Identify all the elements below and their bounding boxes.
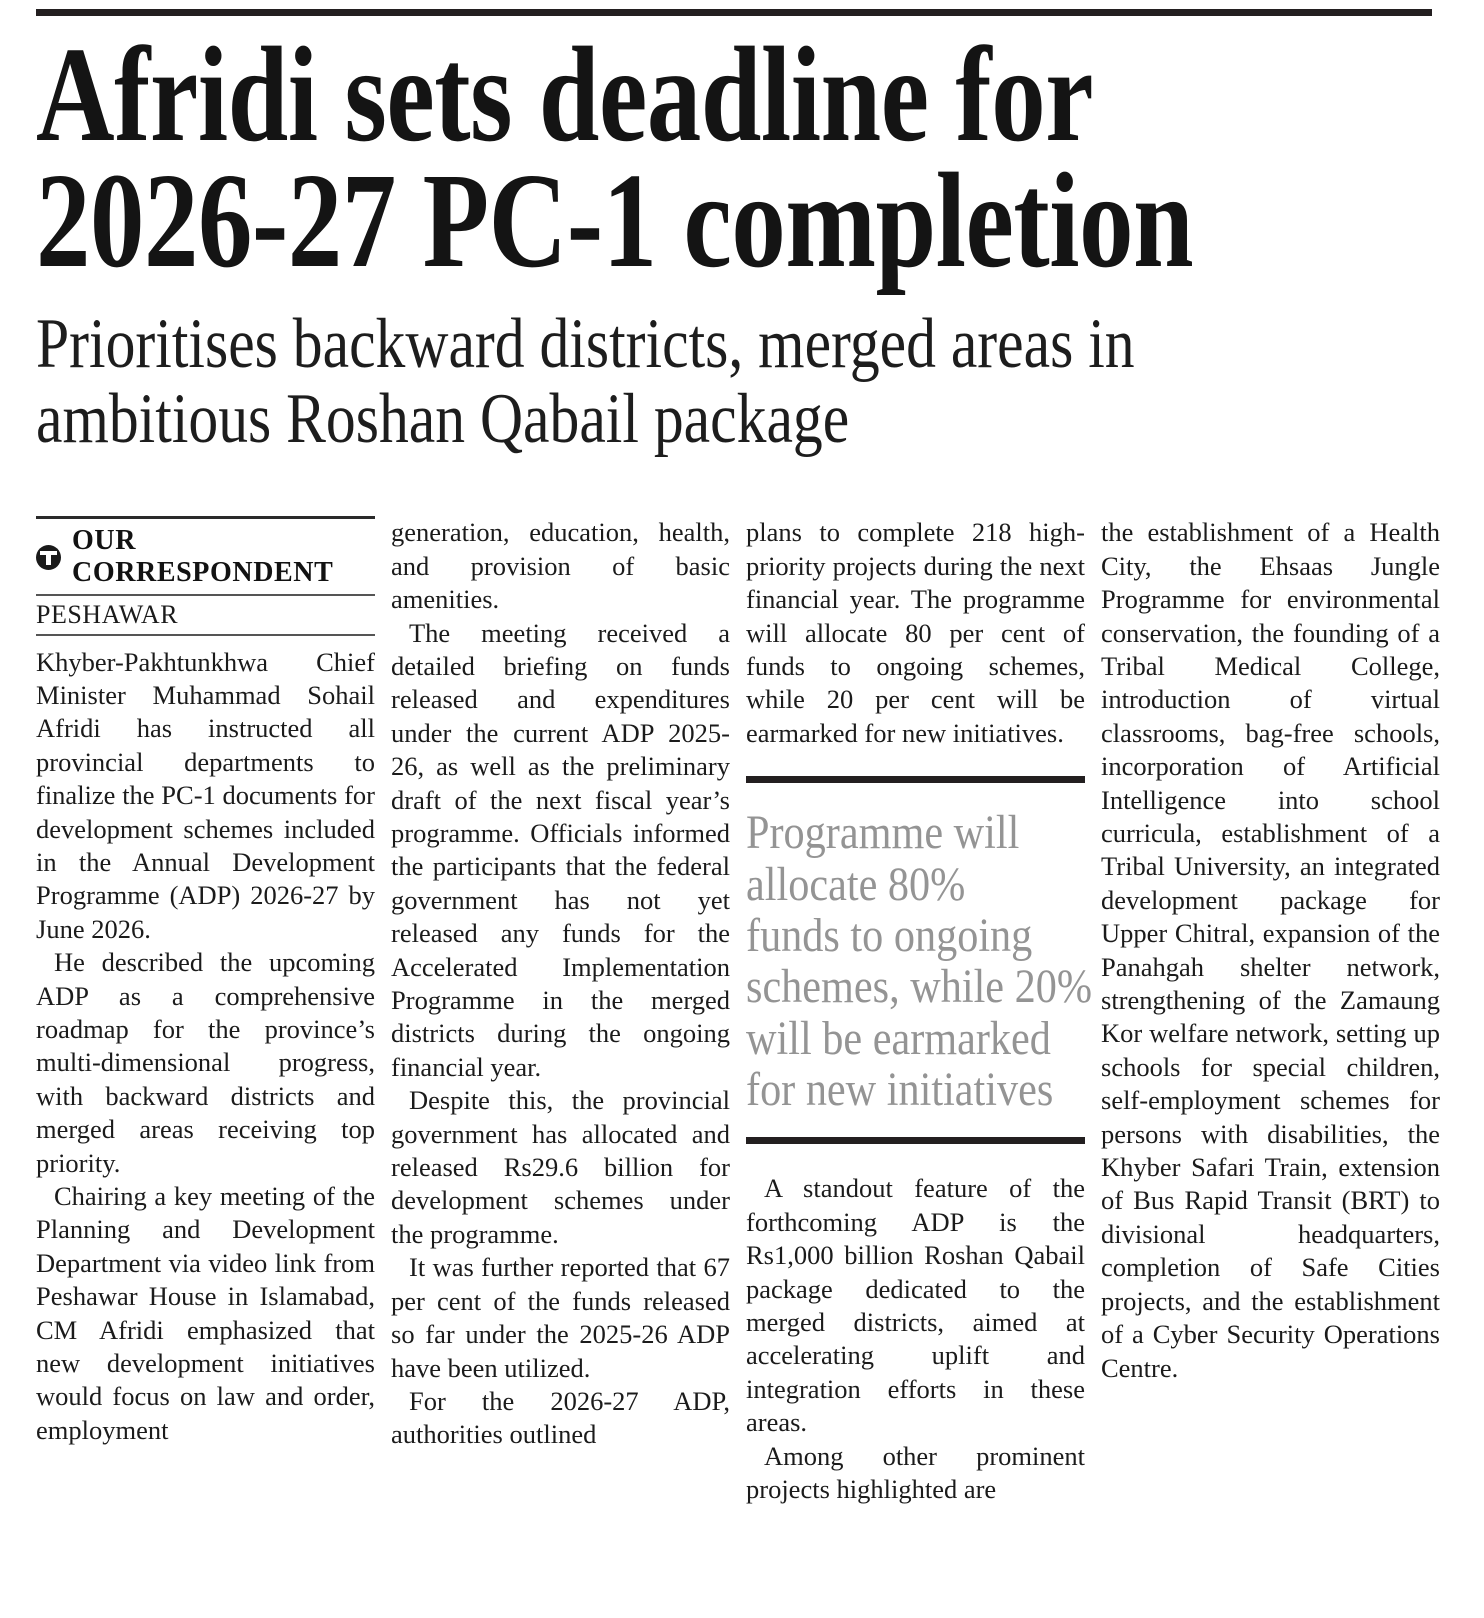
pull-quote-line: for new initiatives	[746, 1063, 1054, 1116]
subheadline	[36, 304, 1445, 459]
pull-quote-text	[746, 806, 1093, 1116]
pull-quote-line: allocate 80%	[746, 857, 966, 911]
top-divider-rule	[36, 9, 1432, 16]
paragraph: Khyber-Pakhtunkhwa Chief Minister Muhammad Sohail Afridi has instructed all provincial departments to finalize the PC-1 documents for development schemes included in the Annual Development Programme (ADP) 2026-27 by June 2026.	[36, 646, 375, 944]
byline-top-rule	[36, 516, 375, 519]
pull-quote-line: will be earmarked	[746, 1011, 1051, 1065]
headline-line-1: Afridi sets deadline for	[36, 20, 1094, 170]
paragraph: For the 2026-27 ADP, authorities outlined	[391, 1385, 730, 1450]
pull-quote	[746, 776, 1093, 1144]
pull-quote-line: Programme will	[746, 806, 1020, 860]
column-1	[36, 516, 375, 1506]
subheadline-line-2: ambitious Roshan Qabail package	[36, 380, 850, 459]
byline-mid-rule	[36, 594, 375, 596]
paragraph: Among other prominent projects highlighted are	[746, 1440, 1085, 1505]
newspaper-article-page	[0, 9, 1484, 1618]
circle-t-logo-icon	[36, 545, 61, 570]
paragraph: the establishment of a Health City, the Ehsaas Jungle Programme for environmental conservation, the founding of a Tribal Medical College, introduction of virtual classrooms, bag-free schools, incorporation of Artificial Intelligence into school curricula, establishment of a Tribal University, an integrated development package for Upper Chitral, expansion of the Panahgah shelter network, strengthening of the Zamaung Kor welfare network, setting up schools for special children, self-employment schemes for persons with disabilities, the Khyber Safari Train, extension of Bus Rapid Transit (BRT) to divisional headquarters, completion of Safe Cities projects, and the establishment of a Cyber Security Operations Centre.	[1101, 517, 1440, 1383]
byline-bottom-rule	[36, 634, 375, 636]
pull-quote-bottom-rule	[746, 1137, 1085, 1144]
paragraph: The meeting received a detailed briefing on funds released and expenditures under the current ADP 2025-26, as well as the preliminary draft of the next fiscal year’s programme. Officials informed the participants that the federal government has not yet released any funds for the Accelerated Implementation Programme in the merged districts during the ongoing financial year.	[391, 617, 730, 1082]
paragraph: generation, education, health, and provision of basic amenities.	[391, 517, 730, 615]
paragraph: A standout feature of the forthcoming ADP is the Rs1,000 billion Roshan Qabail package dedicated to the merged districts, aimed at accelerating uplift and integration efforts in these areas.	[746, 1173, 1085, 1438]
paragraph: He described the upcoming ADP as a comprehensive roadmap for the province’s multi-dimensional progress, with backward districts and merged areas receiving top priority.	[36, 947, 375, 1178]
pull-quote-top-rule	[746, 776, 1085, 783]
paragraph: Despite this, the provincial government has allocated and released Rs29.6 billion for development schemes under the programme.	[391, 1085, 730, 1249]
article-columns	[36, 516, 1446, 1506]
subheadline-line-1: Prioritises backward districts, merged areas in	[36, 304, 1135, 383]
headline-line-2: 2026-27 PC-1 completion	[36, 146, 1194, 297]
column-2	[391, 516, 730, 1506]
byline-city: PESHAWAR	[36, 599, 179, 629]
paragraph: It was further reported that 67 per cent of the funds released so far under the 2025-26 ADP have been utilized.	[391, 1252, 730, 1383]
paragraph: Chairing a key meeting of the Planning and Development Department via video link from Peshawar House in Islamabad, CM Afridi emphasized that new development initiatives would focus on law and order, employment	[36, 1181, 375, 1445]
pull-quote-line: funds to ongoing	[746, 908, 1033, 962]
byline-correspondent: OUR CORRESPONDENT	[72, 525, 334, 589]
byline-row	[36, 525, 375, 594]
byline	[36, 516, 375, 635]
column-4	[1101, 516, 1440, 1506]
paragraph: plans to complete 218 high-priority projects during the next financial year. The programme will allocate 80 per cent of funds to ongoing schemes, while 20 per cent will be earmarked for new initiatives.	[746, 517, 1085, 748]
pull-quote-line: schemes, while 20%	[746, 960, 1093, 1014]
column-3	[746, 516, 1093, 1506]
page-title	[36, 20, 1446, 297]
